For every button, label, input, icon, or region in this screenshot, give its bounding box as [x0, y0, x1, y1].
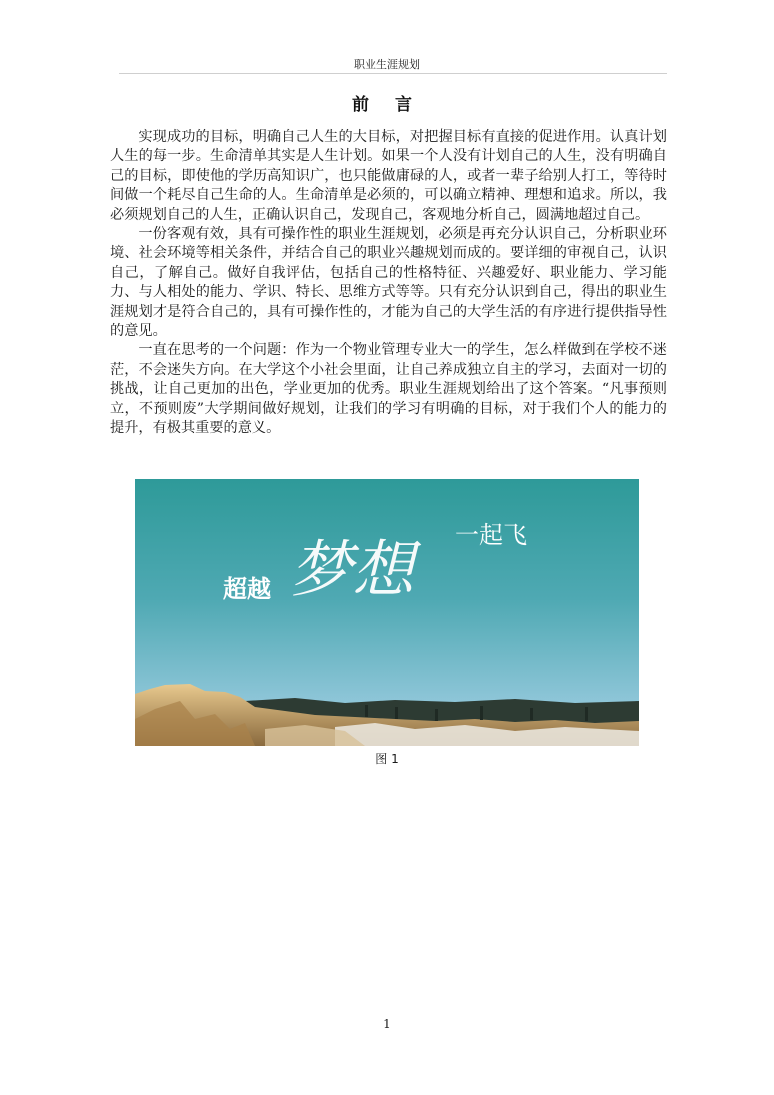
header-rule [119, 73, 667, 74]
figure-caption: 图 1 [375, 752, 399, 766]
paragraph-3: 一直在思考的一个问题：作为一个物业管理专业大一的学生，怎么样做到在学校不迷茫，不会迷失方向。在大学这个小社会里面，让自己养成独立自主的学习，去面对一切的挑战，让自己更加的出色，学业更加的优秀。职业生涯规划给出了这个答案。“凡事预则立，不预则废”大学期间做好规划，让我们的学习有明确的目标，对于我们个人的能力的提升，有极其重要的意义。 [110, 342, 667, 437]
document-body [110, 128, 667, 439]
page-number: 1 [383, 1017, 391, 1031]
page-title: 前 言 [352, 95, 422, 115]
paragraph-2: 一份客观有效，具有可操作性的职业生涯规划，必须是再充分认识自己，分析职业环境、社会环境等相关条件，并结合自己的职业兴趣规划而成的。要详细的审视自己，认识自己，了解自己。做好自我评估，包括自己的性格特征、兴趣爱好、职业能力、学习能力、与人相处的能力、学识、特长、思维方式等等。只有充分认识到自己，得出的职业生涯规划才是符合自己的，具有可操作性的，才能为自己的大学生活的有序进行提供指导性的意见。 [110, 226, 667, 340]
figure-text-main: 梦想 [290, 533, 415, 606]
running-header: 职业生涯规划 [354, 58, 420, 71]
paragraph-1: 实现成功的目标，明确自己人生的大目标，对把握目标有直接的促进作用。认真计划人生的每一步。生命清单其实是人生计划。如果一个人没有计划自己的人生，没有明确自己的目标，即使他的学历高知识广，也只能做庸碌的人，或者一辈子给别人打工，等待时间做一个耗尽自己生命的人。生命清单是必须的，可以确立精神、理想和追求。所以，我必须规划自己的人生，正确认识自己，发现自己，客观地分析自己，圆满地超过自己。 [110, 129, 667, 223]
figure-text-left: 超越 [223, 574, 271, 603]
figure-dream-image [135, 479, 639, 746]
figure-text-right: 一起飞 [455, 521, 527, 549]
